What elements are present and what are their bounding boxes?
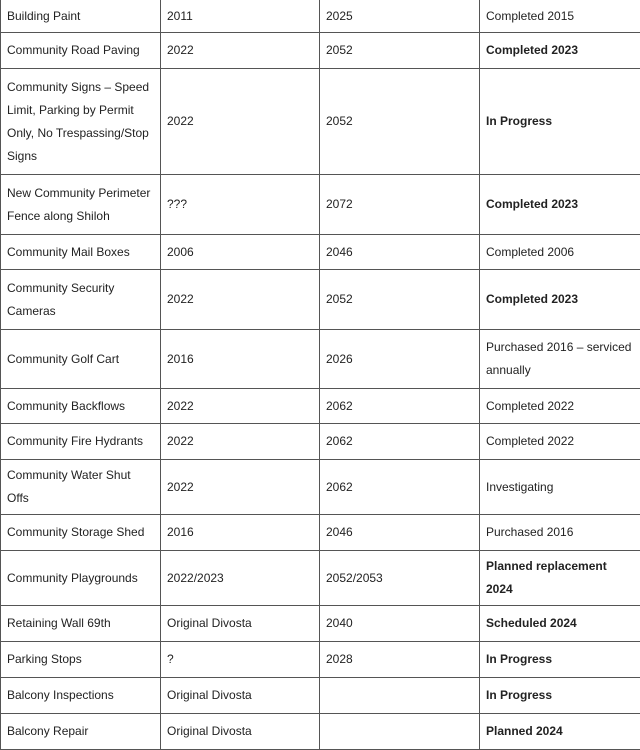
table-body [1,0,640,750]
item-cell: Community Mail Boxes [1,235,161,270]
item-cell: Community Water Shut Offs [1,460,161,515]
status-cell: Planned 2024 [480,714,640,750]
table-row [1,515,640,551]
item-cell: New Community Perimeter Fence along Shiloh [1,175,161,235]
year-cell: Original Divosta [161,606,320,642]
item-cell: Building Paint [1,0,161,33]
status-cell: Scheduled 2024 [480,606,640,642]
table-row [1,235,640,270]
replacement-year-cell: 2052/2053 [320,551,480,606]
replacement-year-cell: 2025 [320,0,480,33]
table-row [1,606,640,642]
replacement-year-cell [320,678,480,714]
year-cell: 2022 [161,33,320,69]
status-cell: In Progress [480,678,640,714]
replacement-year-cell: 2062 [320,460,480,515]
year-cell: Original Divosta [161,714,320,750]
replacement-year-cell: 2046 [320,515,480,551]
year-cell: 2011 [161,0,320,33]
year-cell: Original Divosta [161,678,320,714]
year-cell: 2022 [161,389,320,424]
year-cell: 2022 [161,270,320,330]
replacement-year-cell: 2046 [320,235,480,270]
replacement-year-cell: 2062 [320,389,480,424]
year-cell: 2016 [161,515,320,551]
status-cell: Completed 2023 [480,270,640,330]
status-cell: Completed 2023 [480,175,640,235]
item-cell: Community Storage Shed [1,515,161,551]
table-row [1,270,640,330]
table-row [1,424,640,460]
replacement-year-cell [320,714,480,750]
status-cell: Investigating [480,460,640,515]
item-cell: Balcony Inspections [1,678,161,714]
table-row [1,389,640,424]
item-cell: Community Backflows [1,389,161,424]
status-cell: Completed 2022 [480,424,640,460]
year-cell: 2006 [161,235,320,270]
table-row [1,330,640,389]
item-cell: Community Signs – Speed Limit, Parking by Permit Only, No Trespassing/Stop Signs [1,69,161,175]
item-cell: Balcony Repair [1,714,161,750]
year-cell: 2022 [161,460,320,515]
table-row [1,175,640,235]
status-cell: Purchased 2016 [480,515,640,551]
table-row [1,678,640,714]
status-cell: Planned replacement 2024 [480,551,640,606]
year-cell: 2022/2023 [161,551,320,606]
status-cell: Completed 2022 [480,389,640,424]
item-cell: Community Playgrounds [1,551,161,606]
item-cell: Community Golf Cart [1,330,161,389]
item-cell: Community Fire Hydrants [1,424,161,460]
item-cell: Community Security Cameras [1,270,161,330]
year-cell: 2016 [161,330,320,389]
table-row [1,0,640,33]
replacement-year-cell: 2026 [320,330,480,389]
replacement-year-cell: 2040 [320,606,480,642]
year-cell: ? [161,642,320,678]
replacement-year-cell: 2028 [320,642,480,678]
status-cell: In Progress [480,642,640,678]
table-row [1,642,640,678]
item-cell: Parking Stops [1,642,161,678]
item-cell: Community Road Paving [1,33,161,69]
status-cell: Purchased 2016 – serviced annually [480,330,640,389]
status-cell: Completed 2015 [480,0,640,33]
status-cell: In Progress [480,69,640,175]
status-cell: Completed 2023 [480,33,640,69]
replacement-year-cell: 2062 [320,424,480,460]
table-row [1,33,640,69]
replacement-year-cell: 2052 [320,33,480,69]
table-row [1,551,640,606]
status-cell: Completed 2006 [480,235,640,270]
table-row [1,714,640,750]
item-cell: Retaining Wall 69th [1,606,161,642]
table-row [1,460,640,515]
replacement-year-cell: 2072 [320,175,480,235]
year-cell: 2022 [161,424,320,460]
replacement-year-cell: 2052 [320,69,480,175]
replacement-year-cell: 2052 [320,270,480,330]
year-cell: 2022 [161,69,320,175]
table-row [1,69,640,175]
year-cell: ??? [161,175,320,235]
